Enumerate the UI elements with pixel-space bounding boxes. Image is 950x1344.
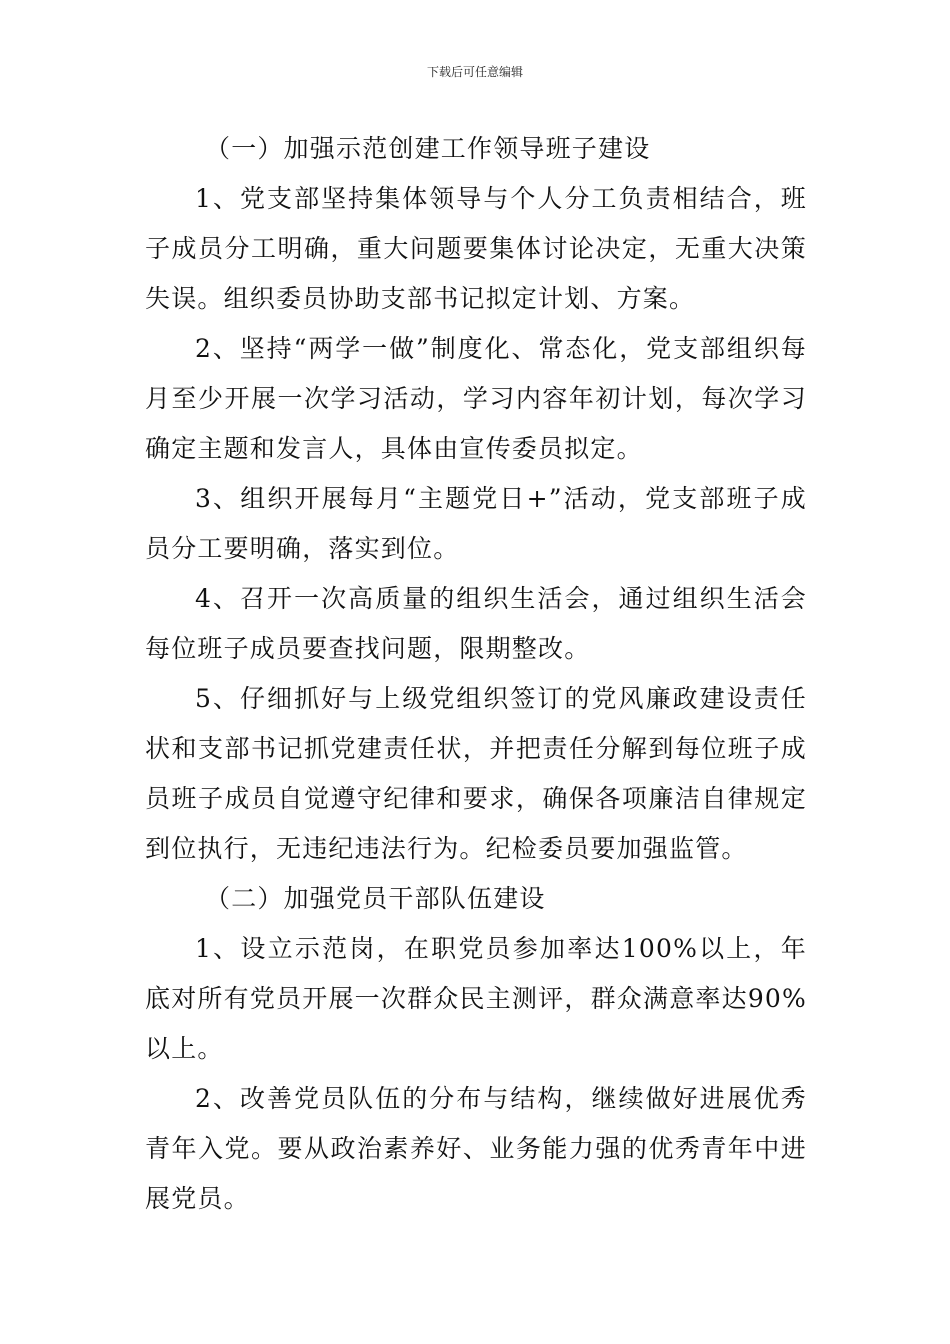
paragraph-1-1: 1、党支部坚持集体领导与个人分工负责相结合，班子成员分工明确，重大问题要集体讨论决定，无重大决策失误。组织委员协助支部书记拟定计划、方案。	[145, 184, 807, 313]
section-heading-2: （二）加强党员干部队伍建设	[205, 884, 546, 913]
document-body	[145, 124, 807, 1224]
paragraph-1-4: 4、召开一次高质量的组织生活会，通过组织生活会每位班子成员要查找问题，限期整改。	[145, 584, 807, 663]
section-heading-1: （一）加强示范创建工作领导班子建设	[205, 134, 651, 163]
paragraph-2-2: 2、改善党员队伍的分布与结构，继续做好进展优秀青年入党。要从政治素养好、业务能力强的优秀青年中进展党员。	[145, 1084, 807, 1213]
paragraph-1-2: 2、坚持“两学一做”制度化、常态化，党支部组织每月至少开展一次学习活动，学习内容年初计划，每次学习确定主题和发言人，具体由宣传委员拟定。	[145, 334, 807, 463]
page-header-note: 下载后可任意编辑	[426, 65, 523, 79]
paragraph-2-1: 1、设立示范岗，在职党员参加率达100%以上，年底对所有党员开展一次群众民主测评，群众满意率达90%以上。	[145, 934, 807, 1063]
paragraph-1-3: 3、组织开展每月“主题党日+”活动，党支部班子成员分工要明确，落实到位。	[145, 484, 807, 563]
paragraph-1-5: 5、仔细抓好与上级党组织签订的党风廉政建设责任状和支部书记抓党建责任状，并把责任分解到每位班子成员班子成员自觉遵守纪律和要求，确保各项廉洁自律规定到位执行，无违纪违法行为。纪检委员要加强监管。	[145, 684, 807, 863]
